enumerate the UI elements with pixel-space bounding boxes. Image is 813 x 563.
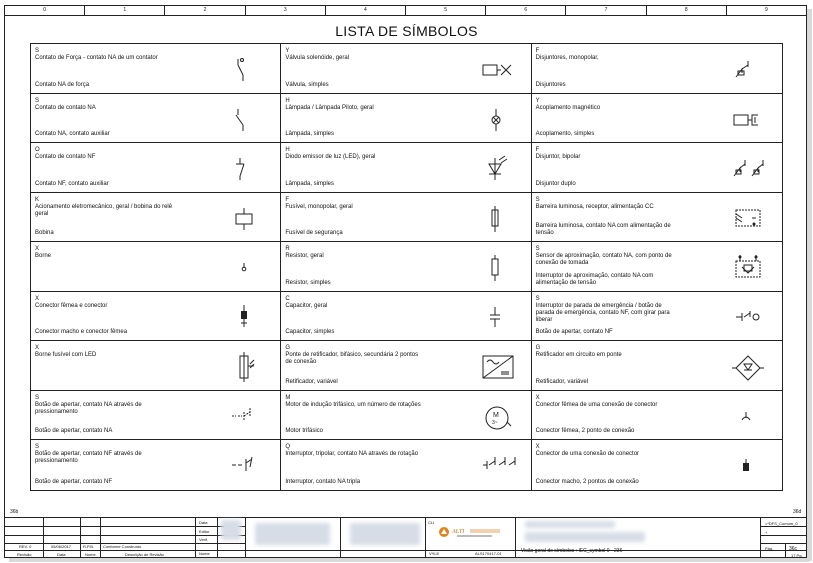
symbol-description: Capacitor, geral [285, 302, 328, 309]
symbol-variant: Contato NF, contato auxiliar [35, 180, 109, 187]
symbol-cell [532, 341, 782, 391]
pushbutton-nc-icon [230, 451, 266, 481]
symbol-description: Conector fêmea e conector [35, 302, 108, 309]
side-label-right: 36d [793, 509, 802, 515]
sheet-dash: + [765, 530, 768, 535]
symbol-cell [532, 44, 782, 94]
symbol-description: Resistor, geral [285, 253, 324, 260]
symbol-description: Contato de contato NA [35, 104, 96, 111]
symbol-variant: Barreira luminosa, contato NA com alimentação de tensão [535, 223, 671, 237]
symbol-variant: Contato NA de força [35, 81, 90, 88]
symbol-code: O [35, 147, 40, 154]
symbol-variant: Conector macho e conector fêmea [35, 329, 128, 336]
symbol-cell [281, 44, 531, 94]
symbol-code: F [285, 196, 289, 203]
symbol-description: Acoplamento magnético [535, 104, 601, 111]
symbol-description: Diodo emissor de luz (LED), geral [285, 154, 376, 161]
symbol-variant: Lâmpada, simples [285, 180, 335, 187]
coil-icon [230, 204, 266, 234]
page-shadow-right [807, 9, 812, 561]
symbol-variant: Válvula, simples [285, 81, 329, 88]
symbol-description: Interruptor, tripolar, contato NA através de rotação [285, 451, 419, 458]
title-block [5, 517, 806, 558]
symbol-code: H [285, 97, 290, 104]
bridge-rectifier-icon [732, 352, 768, 382]
rev-col-header: Revisão [17, 552, 32, 557]
symbol-cell [281, 94, 531, 144]
symbol-code: X [35, 295, 40, 302]
symbol-description: Motor de indução trifásico, um número de rotações [285, 401, 421, 408]
symbol-code: S [535, 196, 540, 203]
ruler-mark: 9 [765, 7, 768, 13]
rectifier-icon [481, 352, 517, 382]
ruler-mark: 8 [647, 6, 727, 15]
sheet-code: =*DFS_Comum_0 [765, 521, 798, 526]
symbol-cell [532, 440, 782, 490]
ruler-mark: 4 [326, 6, 406, 15]
symbol-code: X [35, 345, 40, 352]
rev-desc: Conforme Construído [103, 544, 142, 549]
svg-text:3~: 3~ [491, 419, 498, 426]
symbol-variant: Interruptor de aproximação, contato NA com alimentação de tensão [535, 272, 654, 286]
symbol-cell [532, 292, 782, 342]
power-contact-icon [230, 55, 266, 85]
symbol-description: Sensor de aproximação, contato NA, com ponto de conexão de tomada [535, 253, 672, 267]
editor-label: Editor [199, 529, 210, 534]
symbol-cell [281, 440, 531, 490]
pushbutton-no-icon [230, 402, 266, 432]
symbol-description: Contato de Força - contato NA de um contator [35, 55, 158, 61]
desc-col-header: Descrição de Revisão [125, 552, 164, 557]
tripolar-switch-icon [481, 451, 517, 481]
symbol-cell [532, 143, 782, 193]
symbol-description: Acionamento eletromecânico, geral / bobina do relê geral [35, 203, 173, 217]
symbol-code: S [535, 246, 540, 253]
symbol-variant: Botão de apertar, contato NF [35, 479, 113, 485]
blurred-field [255, 523, 330, 545]
symbol-cell [532, 391, 782, 441]
rev-date: 05/06/2017 [51, 544, 72, 549]
column-ruler [5, 6, 806, 16]
symbol-code: G [535, 345, 541, 352]
fused-terminal-icon [230, 352, 266, 382]
symbol-description: Conector de uma conexão de conector [535, 451, 640, 458]
symbol-description: Fusível, monopolar, geral [285, 203, 353, 210]
lamp-icon [481, 105, 517, 135]
symbol-cell [532, 193, 782, 243]
symbol-description: Barreira luminosa, receptor, alimentação CC [535, 203, 654, 210]
symbol-description: Lâmpada / Lâmpada Piloto, geral [285, 104, 374, 111]
name-col-header: Nome [85, 552, 96, 557]
motor-icon [481, 402, 517, 432]
page-total: 17 Pg. [791, 553, 803, 558]
fuse-icon [481, 204, 517, 234]
magnetic-coupling-icon [732, 105, 768, 135]
symbol-code: S [35, 444, 40, 451]
symbol-variant: Retificador, variável [285, 378, 338, 385]
symbol-cell [31, 94, 281, 144]
symbol-description: Contato de contato NF [35, 154, 96, 161]
symbol-cell [281, 292, 531, 342]
blurred-field [221, 520, 241, 540]
company-logo-icon [437, 526, 507, 538]
page-label: Pág. [765, 546, 774, 551]
double-breaker-icon [732, 154, 768, 184]
symbol-code: X [535, 394, 540, 401]
name-label: Nome [199, 551, 210, 556]
page-number: 36c [789, 546, 798, 552]
symbol-table [30, 43, 783, 491]
symbol-description: Disjuntores, monopolar, [535, 55, 599, 61]
symbol-description: Retificador em circuito em ponte [535, 352, 622, 359]
symbol-variant: Conector macho, 2 pontos de conexão [535, 479, 639, 485]
symbol-variant: Contato NA, contato auxiliar [35, 131, 110, 138]
blurred-field [525, 521, 615, 528]
breaker-icon [732, 55, 768, 85]
symbol-variant: Resistor, simples [285, 279, 331, 286]
symbol-code: F [535, 147, 540, 154]
symbol-variant: Motor trifásico [285, 428, 324, 435]
symbol-code: R [285, 246, 290, 253]
page-shadow-bottom [9, 558, 809, 562]
ruler-mark: 5 [406, 6, 486, 15]
verif-label: Verif. [199, 537, 209, 542]
connector-icon [230, 303, 266, 333]
symbol-cell [532, 94, 782, 144]
ruler-mark: 0 [5, 6, 85, 15]
proximity-sensor-icon [732, 253, 768, 283]
rev-name: R.P.B. [83, 544, 95, 549]
symbol-variant: Acoplamento, simples [535, 131, 595, 138]
no-contact-icon [230, 105, 266, 135]
blurred-field [350, 523, 420, 545]
symbol-cell [281, 341, 531, 391]
symbol-variant: Retificador, variável [535, 378, 589, 385]
symbol-cell [31, 44, 281, 94]
symbol-description: Ponte de retificador, bifásico, secundária 2 pontos de conexão [285, 352, 419, 366]
symbol-variant: Botão de apertar, contato NA [35, 428, 113, 435]
symbol-variant: Lâmpada, simples [285, 131, 335, 138]
nc-contact-icon [230, 154, 266, 184]
symbol-code: S [35, 48, 40, 54]
symbol-cell [532, 242, 782, 292]
symbol-cell [281, 391, 531, 441]
symbol-description: Válvula solenóide, geral [285, 55, 350, 61]
symbol-description: Borne [35, 253, 52, 260]
symbol-code: S [35, 97, 40, 104]
symbol-code: H [285, 147, 290, 154]
symbol-cell [31, 341, 281, 391]
solenoid-valve-icon [481, 55, 517, 85]
symbol-cell [281, 193, 531, 243]
symbol-cell [281, 143, 531, 193]
ruler-mark: 6 [486, 6, 566, 15]
symbol-cell [31, 143, 281, 193]
female-connector-icon [732, 402, 768, 432]
symbol-cell [31, 193, 281, 243]
blurred-field [525, 532, 645, 542]
resistor-icon [481, 253, 517, 283]
symbol-cell [31, 242, 281, 292]
symbol-variant: Conector fêmea, 2 ponto de conexão [535, 428, 635, 435]
symbol-code: C [285, 295, 290, 302]
symbol-code: Q [285, 444, 290, 451]
symbol-cell [31, 391, 281, 441]
symbol-code: Y [285, 48, 290, 54]
symbol-variant: Bobina [35, 230, 54, 237]
ruler-mark: 2 [165, 6, 245, 15]
date-col-header: Data [57, 552, 66, 557]
symbol-variant: Disjuntores [535, 81, 566, 88]
symbol-description: Botão de apertar, contato NA através de pressionamento [35, 401, 142, 415]
sheet-description: Visão geral do símbolos : IEC_symbol 0 - 236 [521, 548, 623, 554]
symbol-code: M [285, 394, 291, 401]
capacitor-icon [481, 303, 517, 333]
symbol-code: S [35, 394, 40, 401]
page-title: LISTA DE SÍMBOLOS [335, 23, 478, 39]
symbol-variant: Botão de apertar, contato NF [535, 329, 613, 336]
symbol-description: Disjuntor, bipolar [535, 154, 581, 161]
symbol-code: Y [535, 97, 540, 104]
light-barrier-icon [732, 204, 768, 234]
symbol-variant: Interruptor, contato NA tripla [285, 479, 361, 485]
client-label: CLI [428, 520, 435, 525]
symbol-variant: Fusível de segurança [285, 230, 343, 237]
symbol-description: Interruptor de parada de emergência / botão de parada de emergência, contato NF, com girar para liberar [535, 302, 670, 323]
symbol-code: F [535, 48, 540, 54]
symbol-code: X [35, 246, 40, 253]
side-label-left: 36b [10, 509, 19, 515]
symbol-description: Borne fusível com LED [35, 352, 97, 359]
ruler-mark: 1 [85, 6, 165, 15]
terminal-icon [230, 253, 266, 283]
file-label: V*ILE [429, 551, 440, 556]
ruler-mark: 7 [566, 6, 646, 15]
symbol-description: Botão de apertar, contato NF através de pressionamento [35, 451, 142, 465]
symbol-code: K [35, 196, 40, 203]
symbol-description: Conector fêmea de uma conexão de conector [535, 401, 658, 408]
rev-value: REV. 0 [19, 544, 32, 549]
symbol-variant: Capacitor, simples [285, 329, 335, 336]
symbol-cell [281, 242, 531, 292]
symbol-cell [31, 292, 281, 342]
symbol-code: X [535, 444, 540, 451]
symbol-code: G [285, 345, 290, 352]
date-label: Data [199, 520, 208, 525]
led-icon [481, 154, 517, 184]
emergency-stop-icon [732, 303, 768, 333]
svg-text:M: M [492, 411, 499, 419]
symbol-variant: Disjuntor duplo [535, 180, 576, 187]
symbol-code: S [535, 295, 540, 302]
male-connector-icon [732, 451, 768, 481]
company-name: ALTI [452, 529, 465, 535]
file-code: ALS170417-01 [475, 551, 502, 556]
symbol-cell [31, 440, 281, 490]
ruler-mark: 3 [246, 6, 326, 15]
